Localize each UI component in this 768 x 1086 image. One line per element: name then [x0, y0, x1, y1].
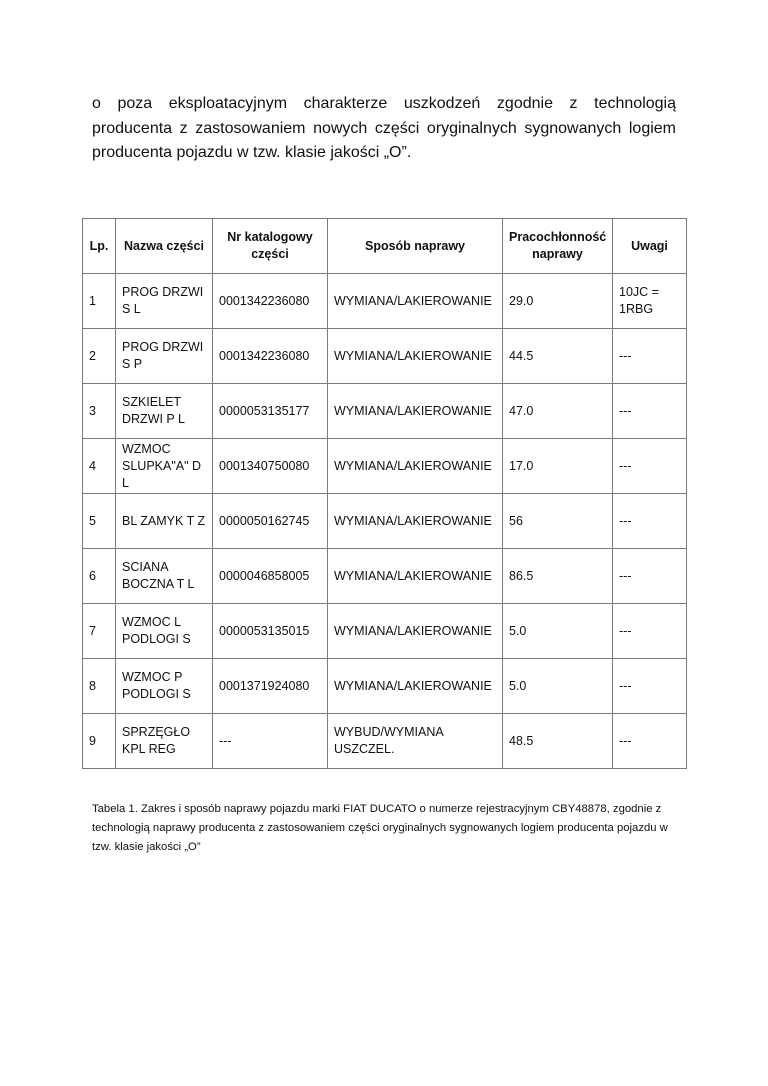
- cell-repair-method: WYMIANA/LAKIEROWANIE: [328, 549, 503, 604]
- cell-catalog-number: ---: [213, 714, 328, 769]
- cell-lp: 9: [83, 714, 116, 769]
- cell-lp: 6: [83, 549, 116, 604]
- cell-lp: 2: [83, 329, 116, 384]
- table-row: [83, 549, 687, 604]
- cell-repair-method: WYMIANA/LAKIEROWANIE: [328, 274, 503, 329]
- cell-part-name: PROG DRZWI S L: [116, 274, 213, 329]
- cell-labor: 29.0: [503, 274, 613, 329]
- table-row: [83, 494, 687, 549]
- cell-catalog-number: 0000046858005: [213, 549, 328, 604]
- cell-notes: ---: [613, 384, 687, 439]
- cell-lp: 1: [83, 274, 116, 329]
- header-notes: Uwagi: [613, 219, 687, 274]
- cell-catalog-number: 0001342236080: [213, 274, 328, 329]
- header-catalog-number: Nr katalogowy części: [213, 219, 328, 274]
- cell-part-name: WZMOC SLUPKA"A" D L: [116, 439, 213, 494]
- cell-labor: 47.0: [503, 384, 613, 439]
- cell-part-name: BL ZAMYK T Z: [116, 494, 213, 549]
- table-header-row: [83, 219, 687, 274]
- cell-labor: 86.5: [503, 549, 613, 604]
- cell-catalog-number: 0000053135015: [213, 604, 328, 659]
- cell-repair-method: WYBUD/WYMIANA USZCZEL.: [328, 714, 503, 769]
- cell-part-name: WZMOC P PODLOGI S: [116, 659, 213, 714]
- cell-labor: 56: [503, 494, 613, 549]
- cell-repair-method: WYMIANA/LAKIEROWANIE: [328, 659, 503, 714]
- table-row: [83, 329, 687, 384]
- repair-table: [82, 218, 687, 769]
- cell-lp: 5: [83, 494, 116, 549]
- table-row: [83, 714, 687, 769]
- cell-lp: 7: [83, 604, 116, 659]
- cell-labor: 17.0: [503, 439, 613, 494]
- cell-labor: 5.0: [503, 659, 613, 714]
- cell-part-name: WZMOC L PODLOGI S: [116, 604, 213, 659]
- cell-repair-method: WYMIANA/LAKIEROWANIE: [328, 604, 503, 659]
- cell-part-name: SCIANA BOCZNA T L: [116, 549, 213, 604]
- header-labor: Pracochłonność naprawy: [503, 219, 613, 274]
- cell-catalog-number: 0000053135177: [213, 384, 328, 439]
- cell-catalog-number: 0001371924080: [213, 659, 328, 714]
- cell-labor: 5.0: [503, 604, 613, 659]
- cell-repair-method: WYMIANA/LAKIEROWANIE: [328, 494, 503, 549]
- cell-part-name: SZKIELET DRZWI P L: [116, 384, 213, 439]
- cell-notes: ---: [613, 329, 687, 384]
- header-repair-method: Sposób naprawy: [328, 219, 503, 274]
- cell-part-name: SPRZĘGŁO KPL REG: [116, 714, 213, 769]
- header-lp: Lp.: [83, 219, 116, 274]
- intro-line: producenta pojazdu w tzw. klasie jakości „O”.: [92, 144, 412, 161]
- table-row: [83, 384, 687, 439]
- cell-labor: 44.5: [503, 329, 613, 384]
- cell-notes: ---: [613, 659, 687, 714]
- cell-lp: 4: [83, 439, 116, 494]
- intro-paragraph: [92, 92, 676, 166]
- cell-catalog-number: 0001340750080: [213, 439, 328, 494]
- cell-catalog-number: 0001342236080: [213, 329, 328, 384]
- cell-labor: 48.5: [503, 714, 613, 769]
- cell-notes: ---: [613, 549, 687, 604]
- cell-notes: ---: [613, 439, 687, 494]
- cell-notes: 10JC = 1RBG: [613, 274, 687, 329]
- table-caption: Tabela 1. Zakres i sposób naprawy pojazdu marki FIAT DUCATO o numerze rejestracyjnym CBY48878, zgodnie z technologią naprawy producenta z zastosowaniem części oryginalnych sygnowanych logiem producenta pojazdu w tzw. klasie jakości „O”: [92, 803, 668, 853]
- cell-repair-method: WYMIANA/LAKIEROWANIE: [328, 439, 503, 494]
- cell-repair-method: WYMIANA/LAKIEROWANIE: [328, 329, 503, 384]
- cell-catalog-number: 0000050162745: [213, 494, 328, 549]
- table-row: [83, 604, 687, 659]
- intro-line: producenta z zastosowaniem nowych części oryginalnych sygnowanych logiem: [92, 119, 676, 137]
- cell-lp: 8: [83, 659, 116, 714]
- cell-notes: ---: [613, 714, 687, 769]
- cell-repair-method: WYMIANA/LAKIEROWANIE: [328, 384, 503, 439]
- cell-part-name: PROG DRZWI S P: [116, 329, 213, 384]
- table-row: [83, 274, 687, 329]
- table-row: [83, 659, 687, 714]
- intro-line: o poza eksploatacyjnym charakterze uszkodzeń zgodnie z technologią: [92, 95, 676, 112]
- cell-notes: ---: [613, 604, 687, 659]
- header-part-name: Nazwa części: [116, 219, 213, 274]
- cell-notes: ---: [613, 494, 687, 549]
- cell-lp: 3: [83, 384, 116, 439]
- table-row: [83, 439, 687, 494]
